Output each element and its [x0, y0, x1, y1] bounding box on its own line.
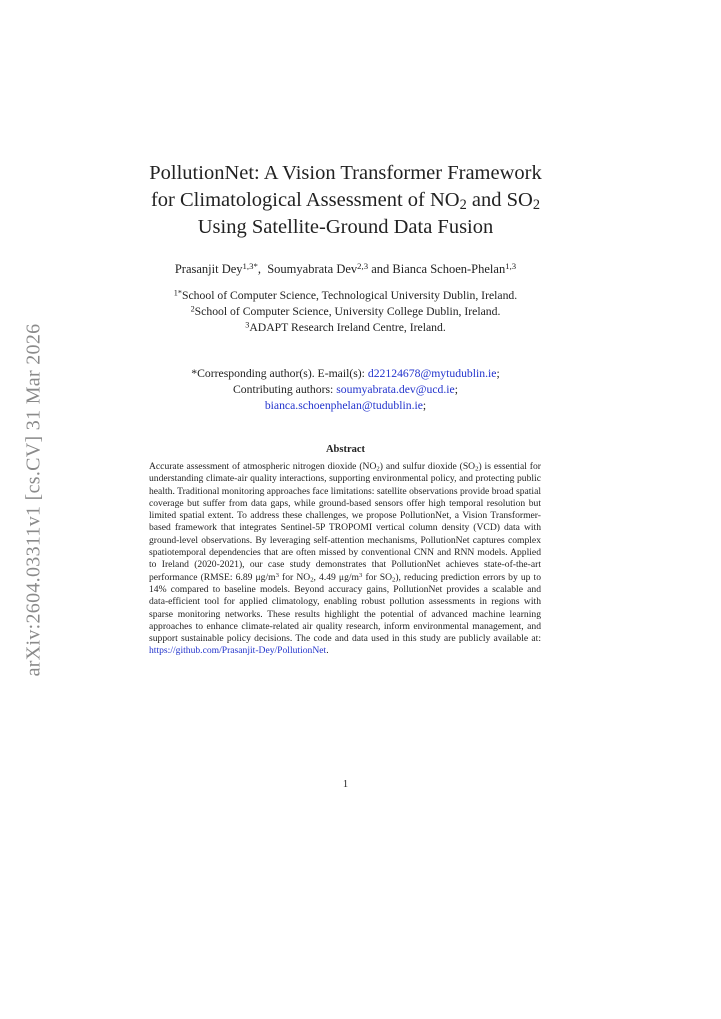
affiliation-text: School of Computer Science, Technological University Dublin, Ireland.: [181, 289, 518, 302]
paper-title: [0, 160, 691, 241]
abstract-text: ) is essential for understanding climate-air quality interactions, supporting environmental policy, and protecting public health. Traditional monitoring approaches face limitations: satellite observations provide broad spatial coverage but suffer from data gaps, while ground-based sensors offer high temporal resolution but limited spatial extent. To address these challenges, we propose PollutionNet, a Vision Transformer-based framework that integrates Sentinel-5P TROPOMI vertical column density (VCD) data with ground-level observations. By leveraging self-attention mechanisms, PollutionNet captures complex spatiotemporal dependencies that are often missed by conventional CNN and RNN models. Applied to Ireland (2020-2021), our case study demonstrates that PollutionNet achieves state-of-the-art performance (RMSE: 6.89 μg/m: [149, 461, 541, 583]
author-sup: 1,3*: [242, 261, 258, 272]
contributing-prefix: Contributing authors:: [232, 383, 337, 396]
title-line-3: Using Satellite-Ground Data Fusion: [197, 216, 494, 238]
affiliation-sup: 2: [190, 304, 195, 314]
abstract-text: , 4.49 μg/m: [313, 571, 359, 583]
corresponding-author-line: [0, 366, 691, 382]
abstract-heading: Abstract: [325, 444, 366, 455]
contributing-authors-line-2: [0, 398, 691, 414]
abstract-body: [149, 461, 541, 658]
author-separator: ,: [257, 262, 268, 276]
affiliation-text: ADAPT Research Ireland Centre, Ireland.: [249, 321, 446, 334]
author-name: Soumyabrata Dev: [267, 262, 358, 276]
author-separator: and: [368, 262, 393, 276]
arxiv-sidebar: [14, 295, 54, 705]
abstract-text: .: [326, 645, 329, 657]
contributing-authors-line: [0, 382, 691, 398]
author-list: [0, 262, 691, 277]
affiliation-sup: 1*: [173, 288, 182, 298]
github-link[interactable]: https://github.com/Prasanjit-Dey/PollutionNet: [149, 645, 327, 657]
contributing-email-link-2[interactable]: bianca.schoenphelan@tudublin.ie: [264, 399, 423, 412]
abstract-sub: 2: [310, 576, 314, 584]
contributing-separator: ;: [454, 383, 458, 396]
abstract-sub: 2: [475, 465, 479, 473]
affiliations: [0, 288, 691, 336]
page-number: 1: [342, 779, 349, 790]
abstract-sup: 3: [359, 571, 363, 579]
contributing-email-link-1[interactable]: soumyabrata.dev@ucd.ie: [336, 383, 455, 396]
author-name: Prasanjit Dey: [174, 262, 243, 276]
title-sub-1: 2: [459, 196, 467, 213]
corresponding-suffix: ;: [496, 367, 500, 380]
title-sub-2: 2: [532, 196, 540, 213]
contact-info: [0, 366, 691, 414]
author-sup: 1,3: [505, 261, 517, 272]
abstract-text: ), reducing prediction errors by up to 14% compared to baseline models. Beyond accuracy gains, PollutionNet provides a scalable and data-efficient tool for applied climatology, enabling robust pollution assessments in regions with sparse monitoring networks. These results highlight the potential of advanced machine learning approaches to enhance climate-related air quality research, inform environmental management, and support sustainable policy decisions. The code and data used in this study are publicly available at:: [149, 571, 541, 645]
contributing-suffix: ;: [422, 399, 427, 412]
arxiv-identifier: arXiv:2604.03311v1 [cs.CV] 31 Mar 2026: [22, 323, 45, 677]
affiliation-3: [0, 320, 691, 336]
abstract-sub: 2: [376, 465, 380, 473]
affiliation-text: School of Computer Science, University College Dublin, Ireland.: [194, 305, 501, 318]
title-line-2-mid: and SO: [466, 189, 533, 211]
author-sup: 2,3: [357, 261, 369, 272]
title-line-2: [0, 187, 691, 214]
abstract-sup: 3: [275, 571, 279, 579]
title-line-2-pre: for Climatological Assessment of NO: [150, 189, 460, 211]
title-line-1: PollutionNet: A Vision Transformer Framework: [149, 162, 542, 184]
author-name: Bianca Schoen-Phelan: [392, 262, 506, 276]
abstract-text: Accurate assessment of atmospheric nitrogen dioxide (NO: [149, 461, 377, 472]
affiliation-sup: 3: [245, 320, 250, 330]
affiliation-1: [0, 288, 691, 304]
abstract-text: for NO: [278, 571, 311, 583]
abstract-sub: 2: [392, 576, 396, 584]
corresponding-prefix: *Corresponding author(s). E-mail(s):: [191, 367, 368, 380]
affiliation-2: [0, 304, 691, 320]
corresponding-email-link[interactable]: d22124678@mytudublin.ie: [367, 367, 497, 380]
abstract-text: ) and sulfur dioxide (SO: [379, 461, 476, 472]
abstract-text: for SO: [362, 571, 392, 583]
